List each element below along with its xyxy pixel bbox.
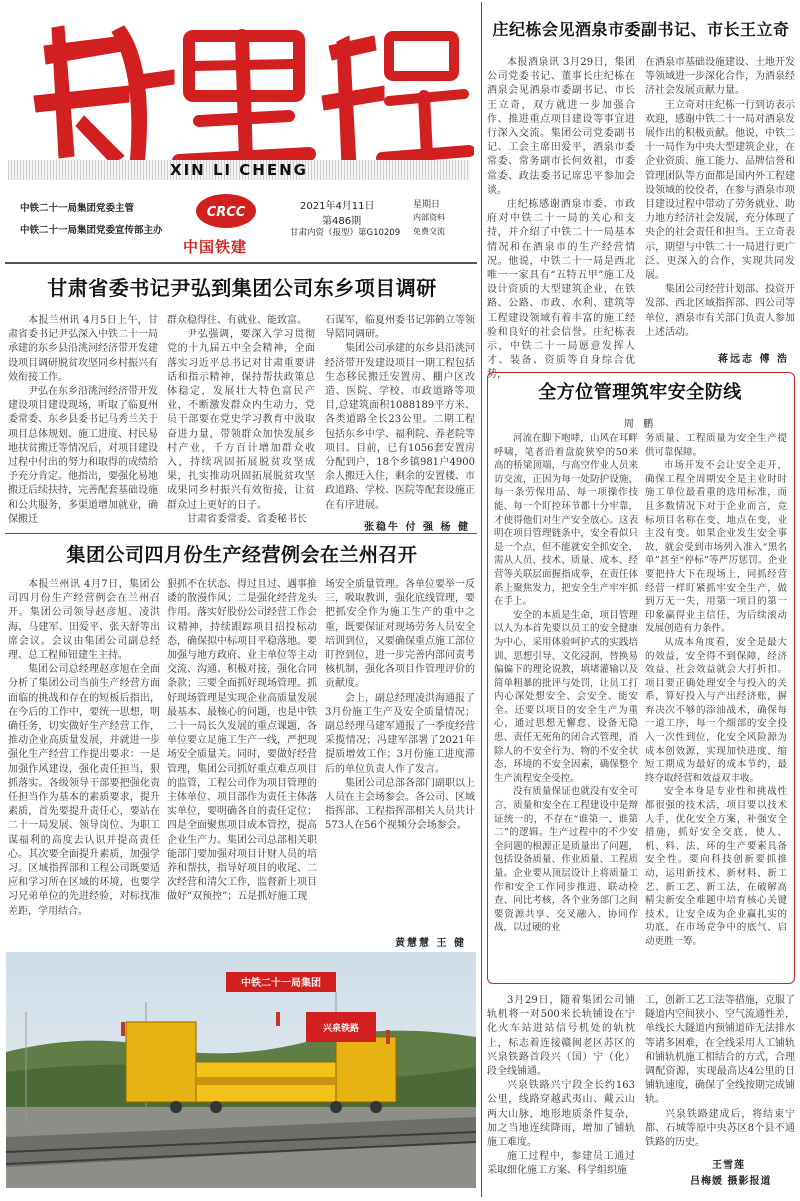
article1-paragraph: 石谋军，临夏州委书记郭鹤立等领导陪同调研。 — [325, 315, 475, 341]
article2-paragraph: 会上，副总经理凌洪海通报了3月份施工生产及安全质量情况；副总经理马建军通报了一季度经营采揽情况；冯建军部署了2021年提质增效工作；3月份施工进度滞后的单位负责人作了发言。 — [325, 692, 475, 775]
article4-paragraph: 没有质量保证也就没有安全可言，质量和安全在工程建设中是辩证统一的，不存在“谁第一、谁第二”的逻辑。生产过程中的不少安全问题的根源正是质量出了问题，包括设备质量、作业质量、工程质量。企业要从顶层设计上将质量工作和安全工作同步推进、联动检查、同比考核，各个业务部门之间要资源共享、交叉融入、协同作战，以过硬的业 — [494, 786, 638, 934]
photo-sign: 兴泉铁路 — [322, 1024, 360, 1034]
article5-paragraph: 兴泉铁路建成后，将结束宁都、石城等原中央苏区8个县不通铁路的历史。 — [645, 1108, 795, 1149]
crcc-logo — [194, 192, 258, 230]
article3-column-2 — [645, 56, 795, 340]
article4-column-1 — [494, 432, 638, 935]
article1-column-2 — [167, 314, 315, 527]
article5-author: 王雪莲 — [712, 1160, 745, 1171]
article1-author: 张稳牛 付 强 杨 健 — [364, 522, 470, 533]
article4-paragraph: 安全本身是专业性和挑战性都很强的技术活，项目要以技术人手，优化安全方案，补强安全措施，抓好安全交底，使人、机、料、法、环的生产要素具备安全性。要向科技创新要抓推动，运用新技术、新材料、新工艺、新工艺、新工法，在破解高精尖新安全难题中培育核心关键技术，让安全成为企业赢扎实的功底，在市场竞争中的底气、启动更胜一筹。 — [645, 786, 787, 947]
brand-name: 中国铁建 — [183, 238, 248, 256]
article1-paragraph: 甘肃省委常委、省委秘书长 — [187, 513, 307, 525]
article5-paragraph: 工，创新工艺工法等措施，克服了隧道内空间狭小、空气流通性差，单线长大隧道内预铺道砟无法排水等诸多困难，在全线采用人工铺轨和铺轨机施工相结合的方式，合理调配资源，实现最高达4公里的日铺轨速度，确保了全线按期完成铺轨。 — [645, 995, 795, 1106]
license-number: 甘肃内资（报型）第G10209 — [290, 228, 401, 238]
article2-paragraph: 场安全质量管理。各单位要举一反三，吸取教训，强化底线管理，要把抓安全作为施工生产的重中之重，既要保证对现场劳务人员安全培训到位，又要确保重点施工部位盯控到位，进一步完善内部问责考核机制，强化各项目作管理评价的贡献度。 — [325, 579, 475, 690]
article3-paragraph: 王立奇对庄纪栋一行到访表示欢迎，感谢中铁二十一局对酒泉发展作出的积极贡献。他说，中铁二十一局作为中央大型建筑企业，在企业资质、施工能力、品牌信誉和管理团队等方面都是国内外工程建设领域的佼佼者，在参与酒泉市项目建设过程中带动了劳务就业、助力地方经济社会发展，充分体现了央企的社会责任和担当。王立奇表示，期望与中铁二十一局进行更广泛、更深入的合作，实现共同发展。 — [645, 99, 795, 282]
weekday: 星期日 — [413, 200, 441, 210]
article4-paragraph: 市场开发不会让安全走开，确保工程全周期安全是主业时时施工单位最看重的选用标准，而且多数情况下对于企业而言，竞标项目名称在变、地点在变，业主没有变。如果企业发生安全事故，就会受到市场列入准入“黑名单”甚至“停标”等严厉惩罚。企业要把持大下在现场上，同抓经营经营一样盯紧抓牢安全生产，做到万无一失，用第一项目的第一印象赢得业主信任，为后续滚动发展创造有力条件。 — [645, 460, 787, 635]
masthead-pinyin: XIN LI CHENG — [170, 161, 308, 179]
article4-paragraph: 安全的本质是生命，项目管理以人为本首先要以员工的安全健康为中心，采用体验呵护式的实践培训、思想引导、文化浸润，替换易偏偏下的理论说教，填堵灌输以及简单粗暴的批评与处罚，让员工打内心深处想安全、会安全、能安全。还要以项目的安全生产为重心，通过思想无懈怠、设备无隐患、责任无死角的闭合式管理，消除人的不安全行为、物的不安全状态，环境的不安全因素，确保整个生产流程安全受控。 — [494, 609, 638, 784]
article1-paragraph: 尹弘强调，要深入学习贯彻党的十九届五中全会精神，全面落实习近平总书记对甘肃重要讲话和指示精神，保持帮扶政策总体稳定，发展壮大特色富民产业，不断激发群众内生动力，党员干部要在党史学习教育中汲取奋进力量，带领群众加快发展乡村产业，千方百计增加群众收入，持续巩固拓展脱贫攻坚成果，扎实推动巩固拓展脱贫攻坚成果同乡村振兴有效衔接，让贫群众过上更好的日子。 — [167, 329, 315, 511]
track-laying-photo — [6, 952, 476, 1188]
article3-paragraph: 庄纪栋感谢酒泉市委、市政府对中铁二十一局的关心和支持，并介绍了中铁二十一局基本情况和在酒泉市的生产经营情况。他说，中铁二十一局是西北唯一一家具有“五特五甲”施工及设计资质的大型建筑企业，在铁路、公路、市政、水利、建筑等工程建设领域有着丰富的施工经验和良好的社会信誉。庄纪栋表示，中铁二十一局愿意发挥人才、装备、资质等自身综合优势， — [487, 199, 635, 381]
article2-paragraph: 集团公司总经理赵彦旭在全面分析了集团公司当前生产经营方面面临的挑战和存在的短板后指出，在今后的工作中，要统一思想，明确任务，切实做好生产经营工作，推动企业高质量发展，并就进一步强化生产经营工作提出要求：一是加强作风建设，强化责任担当，狠抓落实。各级领导干部要把强化责任担当作为基本的素质要求，提升素质，首先要提升责任心，要站在二十一局发展、领导岗位、为职工谋福利的高度去认识并提高责任心。其次要全面提升素质，加强学习。区域指挥部和工程公司既要适应和学习所在区域的环境，也要学习兄弟单位的先进经验，对标找准差距，学用结合。 — [8, 664, 160, 917]
internal-label: 内部资料 — [413, 213, 445, 222]
article2-paragraph: 狠抓不在状态、得过且过、遇事推诿的散漫作风；二是强化经营龙头作用。落实好股份公司经营工作会议精神，持续跟踪项目招投标动态，确保拟中标项目平稳落地。要加强与地方政府、业主单位等主动交流、沟通、积极对接，强化合同条款；三要全面抓好现场管理。抓好现场管理是实现企业高质量发展最基本、最核心的问题，也是中铁二十一局长久发展的重点课题，各单位要立足施工生产一线，严把现场安全质量关。同时，要做好经营管理，集团公司抓好重点难点项目的监管，工程公司作为项目管理的主体单位、项目部作为责任主体落实单位，要明确各自的责任定位；四是全面聚焦项目成本管控，提高企业生产力。集团公司总部相关职能部门要加强对项目计财人员的培养和帮扶，指导好项目的收尾、二次经营和清欠工作，监督新上项目做好“双预控”；五是抓好施工现 — [167, 579, 317, 903]
masthead-sponsor: 中铁二十一局集团党委主管 — [20, 203, 135, 214]
article2-paragraph: 本报兰州讯 4月7日，集团公司四月份生产经营例会在兰州召开。集团公司领导赵彦旭、凌洪海、马建军、田爱平、张天舒等出席会议。会议由集团公司副总经理、总工程师钮建生主持。 — [8, 579, 160, 662]
article2-column-2 — [167, 578, 317, 905]
article2-headline: 集团公司四月份生产经营例会在兰州召开 — [66, 544, 418, 566]
article5-column-2 — [645, 994, 795, 1150]
divider — [5, 533, 477, 534]
photo-banner: 中铁二十一局集团 — [241, 978, 321, 989]
article5-paragraph: 3月29日，随着集团公司铺轨机将一对500米长轨铺设在宁化火车站进站信号机处的轨枕上，标志着连接赣闽老区苏区的兴泉铁路首段兴（国）宁（化）段全线铺通。 — [487, 995, 635, 1078]
article3-author: 蒋远志 傅 浩 — [718, 354, 789, 365]
article4-paragraph: 河流在脚下咆哮，山风在耳畔呼啸，笔者沿着盘旋狭窄的50米高的桥梁顶端，与高空作业人员来访交流，正因为每一处防护设施、每一条劳保用品、每一项操作技能、每一个盯控环节都十分牢靠，才使得他们对生产安全放心。这表明在项目管理链条中，安全看似只是一个点，但不能就安全抓安全，需从人员、技术、质量、成本、经营等关联层面握指成拳，在责任体系上聚焦发力，把安全生产牢牢抓在手上。 — [494, 433, 638, 608]
article2-column-1 — [8, 578, 160, 919]
article2-column-3 — [325, 578, 475, 834]
article3-paragraph: 本报酒泉讯 3月29日，集团公司党委书记、董事长庄纪栋在酒泉会见酒泉市委副书记、市长王立奇，双方就进一步加强合作、推进重点项目建设等事宜进行深入交流。集团公司党委副书记、工会主席田爱平，酒泉市委常委、常务副市长何效祖，市委常委、政法委书记席忠平参加会谈。 — [487, 57, 635, 196]
article5-photographer: 吕梅媛 摄影报道 — [690, 1176, 772, 1187]
article2-paragraph: 集团公司总部各部门副职以上人员在主会场参会。各公司、区域指挥部、工程指挥部相关人员共计573人在56个视频分会场参会。 — [325, 777, 475, 832]
masthead-calligraphy-logo — [4, 6, 474, 176]
article1-column-3 — [325, 314, 475, 513]
article4-headline: 全方位管理筑牢安全防线 — [538, 382, 742, 403]
article4-author: 周 鹏 — [623, 419, 657, 430]
free-label: 免费交流 — [413, 227, 445, 236]
article1-paragraph: 群众稳得住、有就业、能致富。 — [167, 315, 307, 326]
masthead — [0, 0, 480, 262]
article5-column-1 — [487, 994, 635, 1179]
divider — [5, 262, 477, 264]
article1-column-1 — [8, 314, 158, 527]
article5-paragraph: 施工过程中，参建员工通过采取细化施工方案、科学组织施 — [487, 1151, 635, 1177]
article5-paragraph: 兴泉铁路兴宁段全长约163公里，线路穿越武夷山、戴云山两大山脉，地形地质条件复杂，加之当地连续降雨，增加了铺轨施工难度。 — [487, 1080, 635, 1149]
article4-paragraph: 务质量、工程质量为安全生产提供可靠保障。 — [645, 433, 787, 458]
article1-headline: 甘肃省委书记尹弘到集团公司东乡项目调研 — [47, 276, 437, 300]
divider — [481, 2, 482, 1197]
article3-paragraph: 在酒泉市基础设施建设、土地开发等领域进一步深化合作，为酒泉经济社会发展贡献力量。 — [645, 57, 795, 97]
article4-column-2 — [645, 432, 787, 949]
masthead-publisher: 中铁二十一局集团党委宣传部主办 — [20, 225, 163, 236]
article3-headline: 庄纪栋会见酒泉市委副书记、市长王立奇 — [492, 20, 790, 39]
crcc-logo-text: CRCC — [206, 205, 246, 220]
article1-paragraph: 本报兰州讯 4月5日上午，甘肃省委书记尹弘深入中铁二十一局承建的东乡县沿洮河经济带开发建设项目调研脱贫攻坚同乡村振兴有效衔接工作。 — [8, 315, 158, 383]
article1-paragraph: 尹弘在东乡沿洮河经济带开发建设项目建设现场，听取了临夏州委常委、东乡县委书记马秀兰关于项目总体规划、施工进度、村民易地扶贫搬迁等情况后，对项目建设过程中付出的努力和取得的成绩给予充分肯定。他指出，要强化易地搬迁后续扶持，完善配套基础设施和公共服务，多渠道增加就业，确保搬迁 — [8, 386, 158, 525]
issue-number: 第486期 — [322, 216, 362, 227]
issue-date: 2021年4月11日 — [300, 201, 375, 212]
article3-column-1 — [487, 56, 635, 383]
article4-paragraph: 从成本角度看，安全是最大的效益，安全得不到保障，经济效益、社会效益就会大打折扣。项目要正确处理安全与投入的关系，算好投入与产出经济账，摒弃决次不够的添油战术，确保每一道工序，每一个细部的安全投入一次性到位，化安全风险源为成本创效源，实现加快进度、缩短工期成为最好的成本节约，最终夺取经营和效益双丰收。 — [645, 636, 787, 784]
article1-paragraph: 集团公司承建的东乡县沿洮河经济带开发建设项目一期工程包括生态移民搬迁安置房、棚户区改造、医院、学校、市政道路等项目,总建筑面积1088189平方米、各类道路全长23公里。二期工程包括东乡中学、福利院、养老院等项目。目前，已有1056套安置房分配到户，18个乡镇981户4900余人搬迁入住，剩余的安置楼、市政道路、学校、医院等配套设施正在有序进展。 — [325, 343, 475, 511]
article2-author: 黄慧慧 王 健 — [395, 938, 466, 949]
article3-paragraph: 集团公司经营计划部、投资开发部、西北区域指挥部、四公司等单位，酒泉市有关部门负责人参加上述活动。 — [645, 284, 795, 338]
